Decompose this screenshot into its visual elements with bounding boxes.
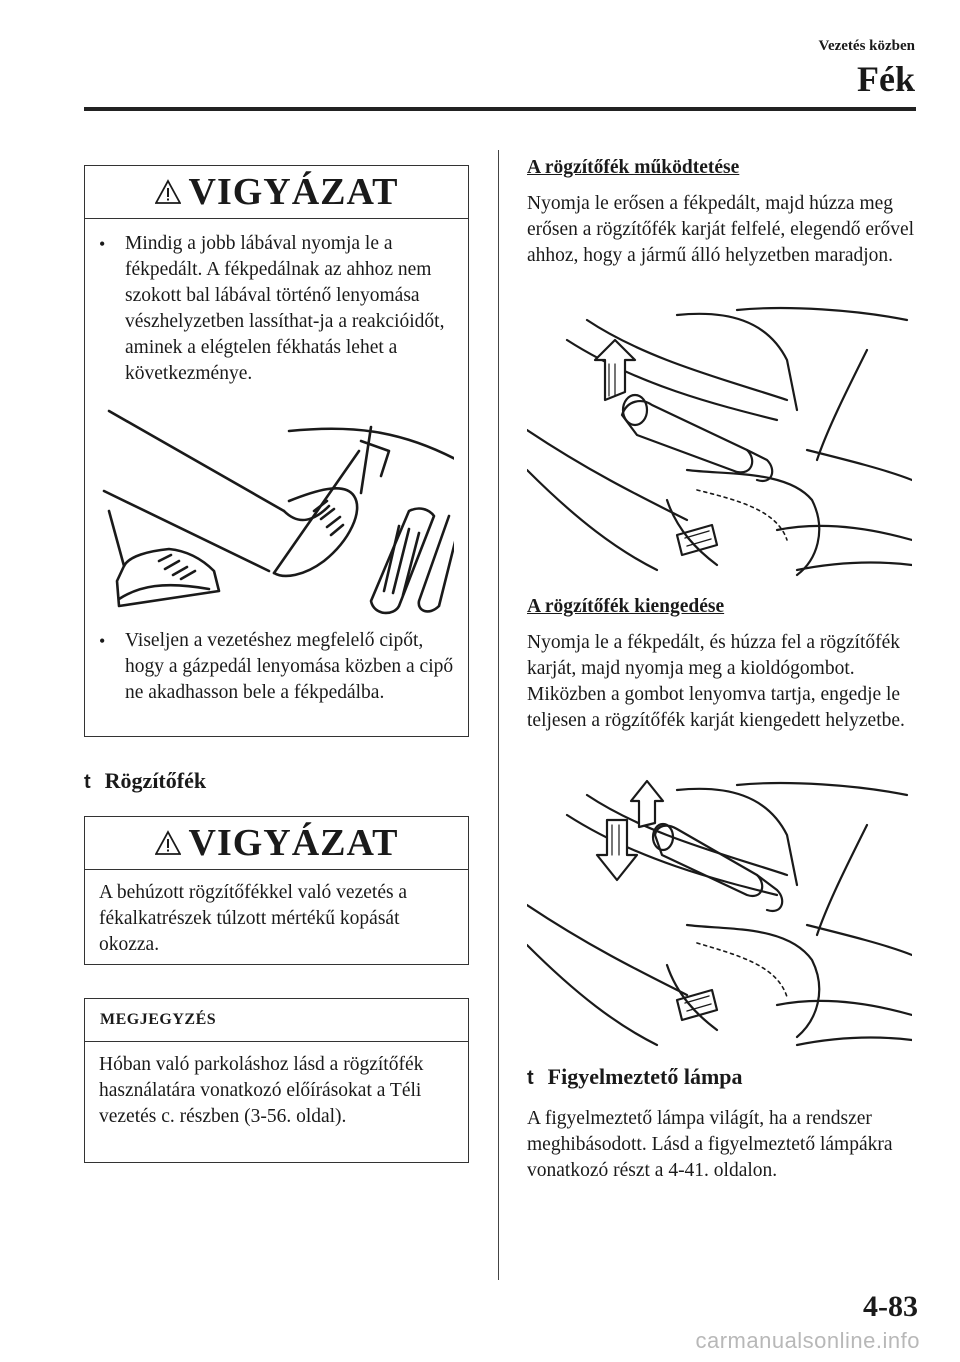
warning-bullet-text: Mindig a jobb lábával nyomja le a fékpedált. A fékpedálnak az ahhoz nem szokott bal lábával történő lenyomása vészhelyzetben lassíthat-ja a reakcióidőt, aminek a elégtelen fékhatás lehet a következménye. [125, 233, 445, 384]
column-divider [498, 150, 499, 1280]
warning-box-parking-brake [84, 816, 469, 965]
release-text: Nyomja le a fékpedált, és húzza fel a rögzítőfék karját, majd nyomja meg a kioldógombot. Miközben a gombot lenyomva tartja, engedje le teljesen a rögzítőfék karját kiengedett helyzetbe. [527, 632, 905, 731]
section-title: Figyelmeztető lámpa [547, 1064, 743, 1089]
note-title: MEGJEGYZÉS [85, 999, 468, 1042]
warning-lamp-text: A figyelmeztető lámpa világít, ha a rendszer meghibásodott. Lásd a figyelmeztető lámpákra vonatkozó részt a 4-41. oldalon. [527, 1108, 893, 1181]
warning-bullet [99, 628, 455, 706]
apply-text: Nyomja le erősen a fékpedált, majd húzza meg erősen a rögzítőfék karját felfelé, elegendő erővel ahhoz, hogy a jármű álló helyzetben maradjon. [527, 193, 915, 266]
parking-brake-release-illustration [527, 775, 912, 1055]
warning-header [85, 817, 468, 870]
subheading-apply: A rögzítőfék működtetése [527, 157, 740, 178]
warning-header [85, 166, 468, 219]
watermark: carmanualsonline.info [695, 1328, 920, 1353]
warning-title: VIGYÁZAT [188, 822, 399, 864]
running-header-section: Vezetés közben [818, 38, 915, 54]
pedal-illustration [99, 401, 454, 626]
parking-brake-apply-illustration [527, 300, 912, 582]
running-header-title: Fék [857, 59, 915, 99]
warning-title: VIGYÁZAT [188, 171, 399, 213]
warning-triangle-icon [155, 830, 181, 856]
note-box [84, 998, 469, 1163]
warning-bullet-text: Viseljen a vezetéshez megfelelő cipőt, hogy a gázpedál lenyomása közben a cipő ne akadhasson bele a fékpedálba. [125, 630, 454, 703]
page-number: 4-83 [863, 1290, 918, 1323]
section-heading-warning-lamp [527, 1064, 743, 1090]
bullet-dot: • [99, 234, 106, 254]
warning-triangle-icon [155, 179, 181, 205]
subheading-release: A rögzítőfék kiengedése [527, 596, 725, 617]
bullet-dot: • [99, 631, 106, 651]
warning-bullet [99, 231, 458, 387]
section-marker: t [527, 1067, 534, 1089]
warning-text: A behúzott rögzítőfékkel való vezetés a fékalkatrészek túlzott mértékű kopását okozza. [99, 882, 408, 955]
note-text: Hóban való parkoláshoz lásd a rögzítőfék használatára vonatkozó előírásokat a Téli vezetés c. részben (3-56. oldal). [99, 1054, 424, 1127]
section-marker: t [84, 771, 91, 793]
section-heading-parking-brake [84, 768, 206, 794]
header-rule [84, 107, 916, 111]
warning-box-pedal [84, 165, 469, 737]
section-title: Rögzítőfék [104, 768, 207, 793]
